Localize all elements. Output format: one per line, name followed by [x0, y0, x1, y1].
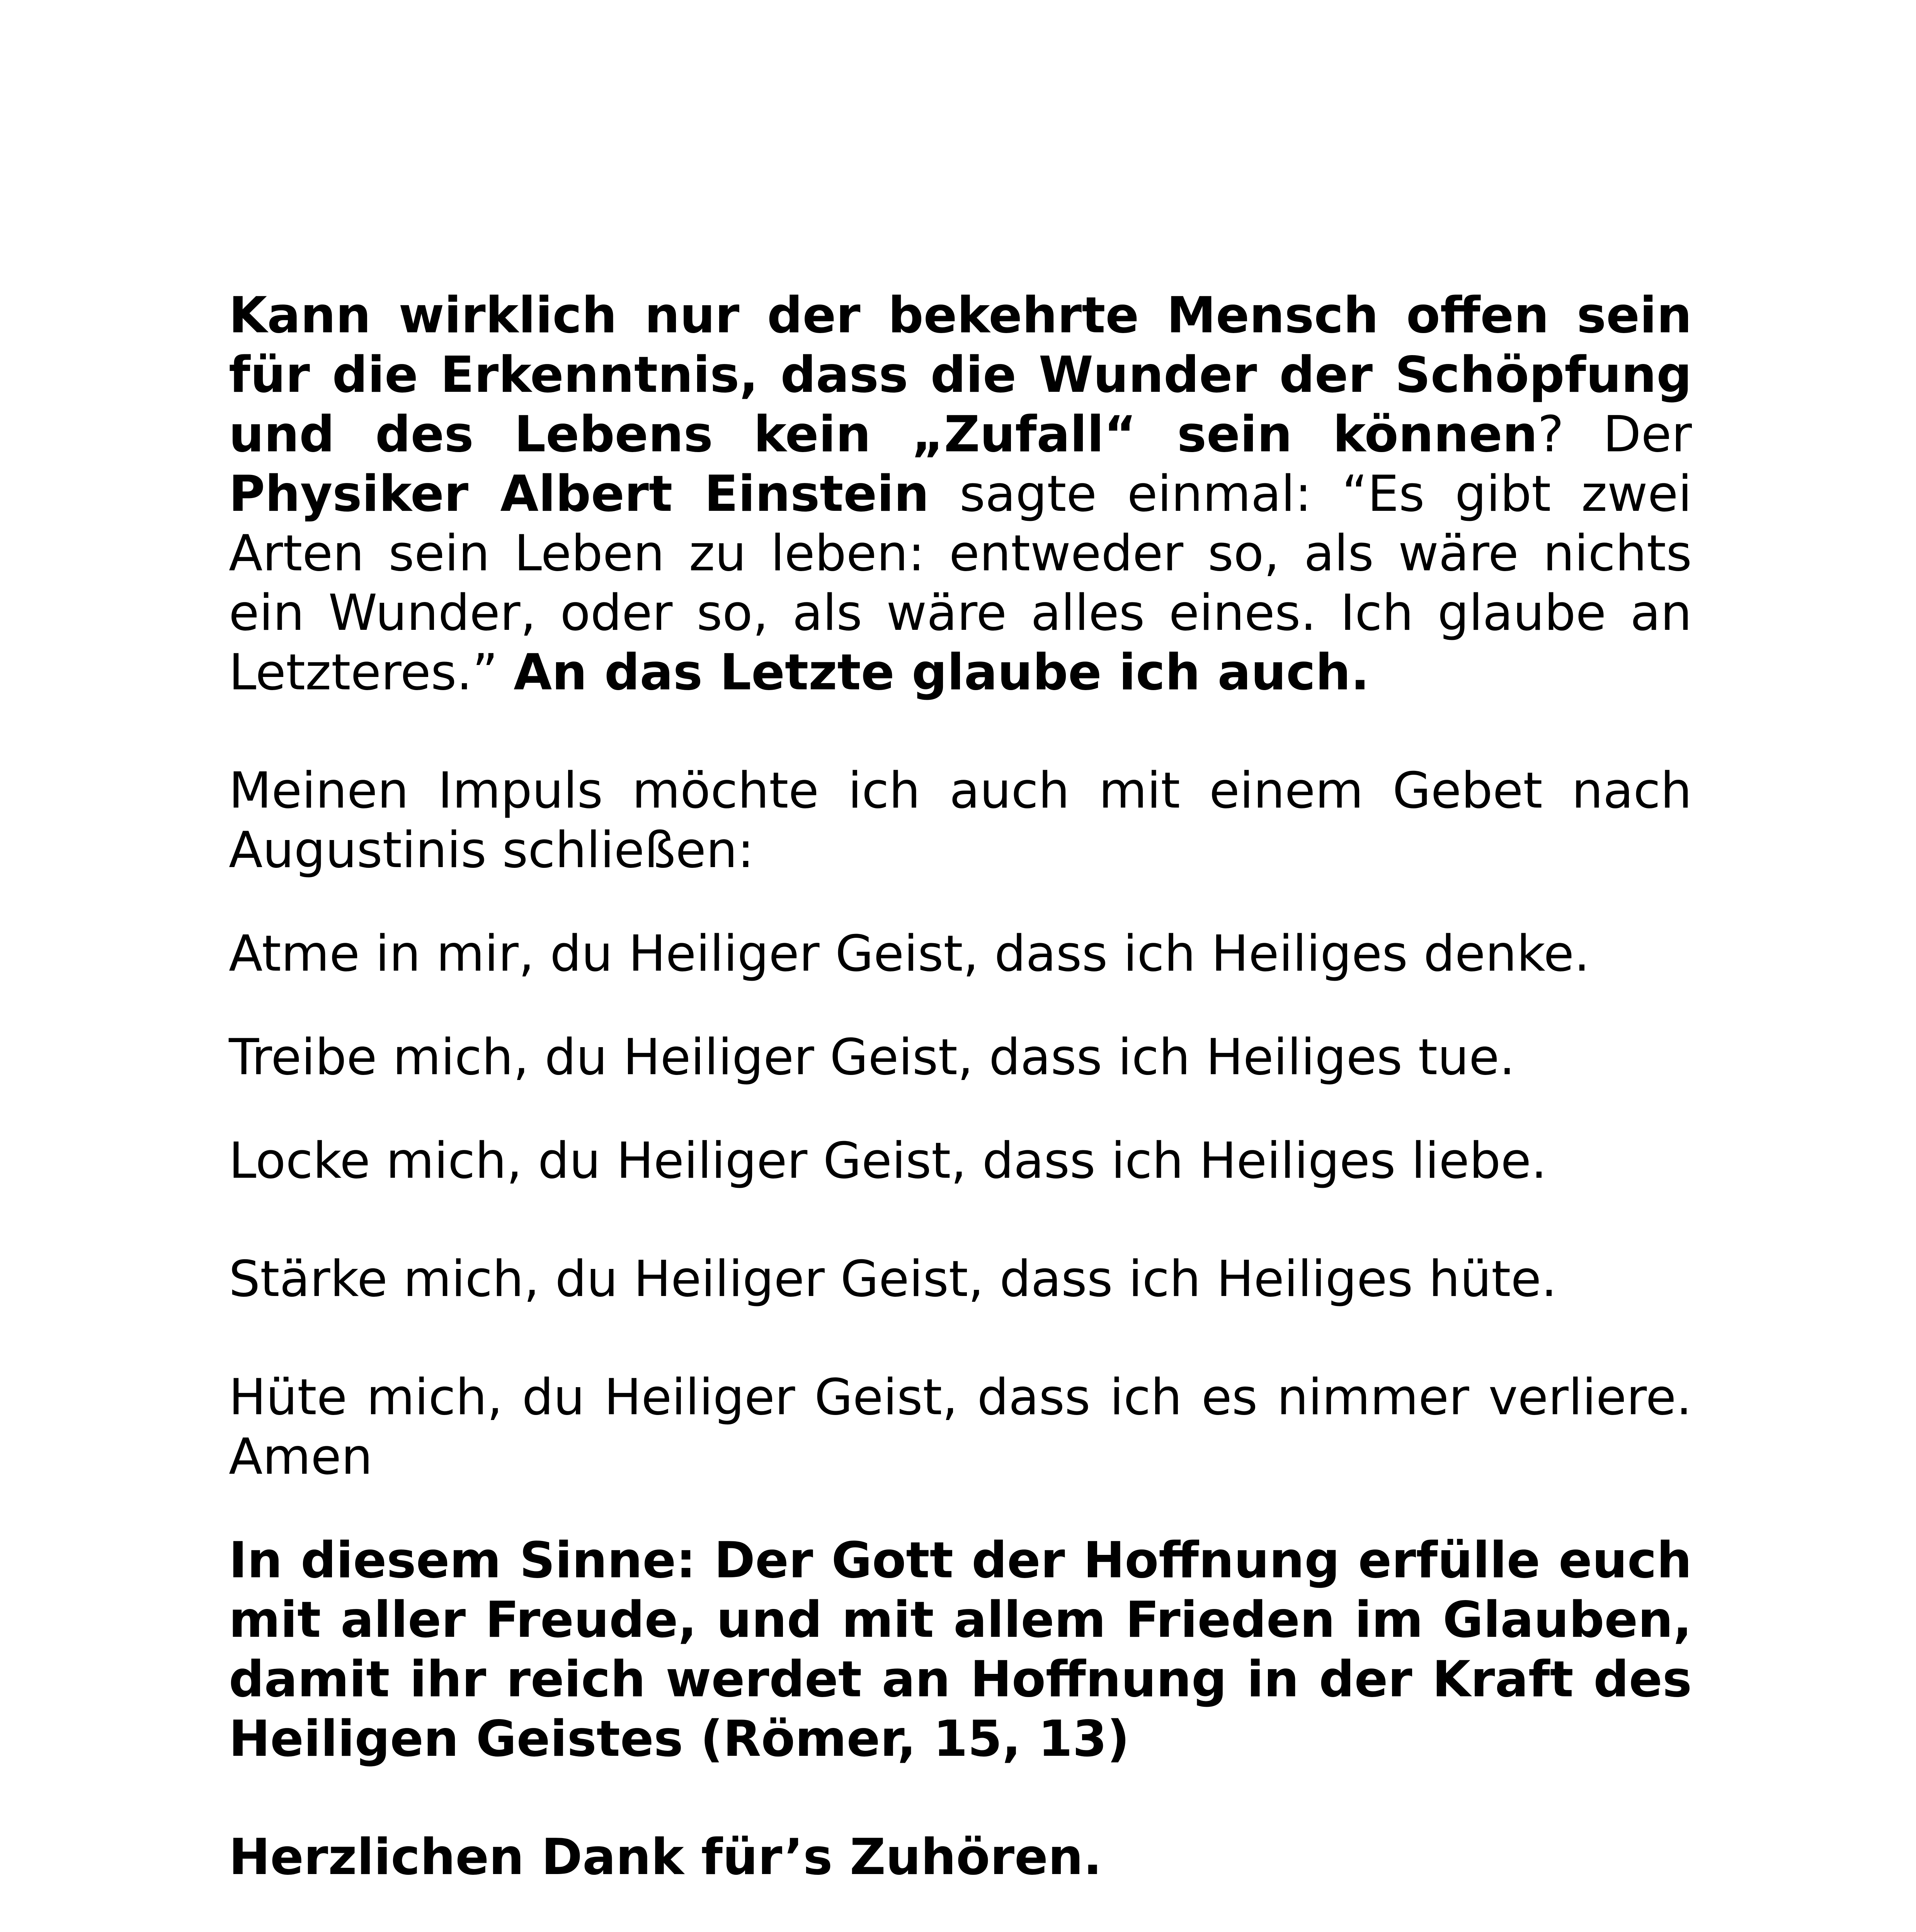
prayer-line-2: Treibe mich, du Heiliger Geist, dass ich Heiliges tue. — [229, 1029, 1515, 1086]
blessing: In diesem Sinne: Der Gott der Hoffnung erfülle euch mit aller Freude, und mit allem Frieden im Glauben, damit ihr reich werdet an Hoffnung in der Kraft des Heiligen Geistes (Römer, 15, 13) — [229, 1532, 1692, 1768]
einstein-quote: sagte einmal: “Es gibt zwei Arten sein Leben zu leben: entweder so, als wäre nichts ein Wunder, oder so, als wäre alles eines. Ich glaube an Letzteres.” — [229, 465, 1692, 701]
bold-closing: An das Letzte glaube ich auch. — [514, 644, 1370, 701]
prayer-line-5: Hüte mich, du Heiliger Geist, dass ich es nimmer verliere. Amen — [229, 1369, 1692, 1486]
bold-question: Kann wirklich nur der bekehrte Mensch offen sein für die Erkenntnis, dass die Wunder der Schöpfung und des Lebens kein „Zufall“ sein können — [229, 287, 1692, 463]
prayer-line-3: Locke mich, du Heiliger Geist, dass ich Heiliges liebe. — [229, 1132, 1547, 1190]
text-run: ? Der — [1537, 406, 1692, 463]
prayer-line-1: Atme in mir, du Heiliger Geist, dass ich Heiliges denke. — [229, 925, 1590, 983]
paragraph-einstein — [229, 286, 1692, 702]
paragraph-intro-prayer: Meinen Impuls möchte ich auch mit einem Gebet nach Augustinis schließen: — [229, 762, 1692, 879]
bold-physicist: Physiker Albert Einstein — [229, 465, 929, 523]
prayer-line-4: Stärke mich, du Heiliger Geist, dass ich Heiliges hüte. — [229, 1250, 1557, 1308]
thanks: Herzlichen Dank für’s Zuhören. — [229, 1828, 1102, 1886]
page-body — [229, 286, 1692, 1887]
